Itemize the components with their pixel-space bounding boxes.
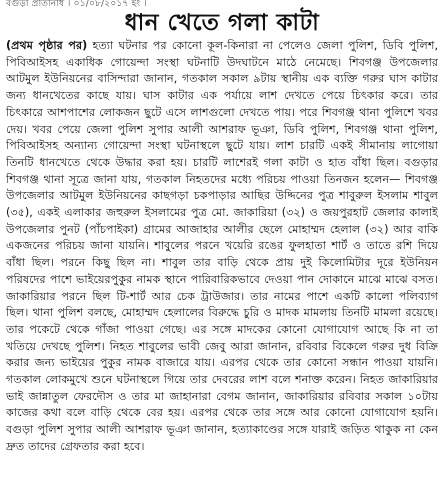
continued-from-label: (প্রথম পৃষ্ঠার পর)	[6, 39, 88, 52]
article-paragraph	[6, 38, 438, 456]
article-text: হত্যা ঘটনার পর কোনো কূল-কিনারা না পেলেও জেলা পুলিশ, ডিবি পুলিশ, পিবিআইসহ একাধিক গোয়েন্দা সংস্থা ঘটনাটি উদঘাটনে মাঠে নেমেছে। শিবগঞ্জ উপজেলার আটমুল ইউনিয়নের বাসিন্দারা জানান, গতকাল সকাল ৯টায় স্থানীয় এক ব্যক্তি গরুর ঘাস কাটার জন্য ধানখেতের কাছে যায়। ঘাস কাটার এক পর্যায়ে লাশ দেখতে পেয়ে চিৎকার করে। তার চিৎকারে আশপাশের লোকজন ছুটে এসে লাশগুলো দেখতে পায়। পরে শিবগঞ্জ থানা পুলিশে খবর দেয়। খবর পেয়ে জেলা পুলিশ সুপার আলী আশরাফ ভূঞা, ডিবি পুলিশ, শিবগঞ্জ থানা পুলিশ, পিবিআইসহ অন্যান্য গোয়েন্দা সংস্থা ঘটনাস্থলে ছুটে যায়। লাশ চারটি একই সীমানায় লাগোয়া তিনটি ধানখেতে থেকে উদ্ধার করা হয়। চারটি লাশেরই গলা কাটা ও হাত বাঁধা ছিল। বগুড়ার শিবগঞ্জ থানা সূত্রে জানা যায়, গতকাল নিহতদের মধ্যে পরিচয় পাওয়া তিনজন হলেন— শিবগঞ্জ উপজেলার আটমুল ইউনিয়নের কাছগড়া চকপাড়ার আছির উদ্দিনের পুত্র শাবুরুল ইসলাম শাবুল (৩৫), একই এলাকার জহুরুল ইসলামের পুত্র মো. জাকারিয়া (৩২) ও জয়পুরহাট জেলার কালাই উপজেলার পুনট (পাঁচপাইকা) গ্রামের আজাহার আলীর ছেলে মোহাম্মদ হেলাল (৩২) আর বাকি একজনের পরিচয় জানা যায়নি। শাবুলের পরনে খয়েরি রঙের ফুলহাতা শার্ট ও তাতে রশি দিয়ে বাঁধা ছিল। পরনে কিছু ছিল না। শাবুল তার বাড়ি থেকে প্রায় দুই কিলোমিটার দূরে ইউনিয়ন পরিষদের পাশে ভাইয়েরপুকুর নামক স্থানে পারিবারিকভাবে দেওয়া পান দোকানে মাঝে মাঝে বসত। জাকারিয়ার পরনে ছিল টি-শার্ট আর চেক ট্রাউজার। তার নামের পাশে একটি কালো পলিব্যাগ ছিল। থানা পুলিশ বলছে, মোহাম্মদ হেলালের বিরুদ্ধে চুরি ও মাদক মামলায় তিনটি মামলা রয়েছে। তার পকেটে থেকে গাঁজা পাওয়া গেছে। এর সঙ্গে মাদকের কোনো যোগাযোগ আছে কি না তা খতিয়ে দেখছে পুলিশ। নিহত শাবুলের ভাবী জেবু আরা জানান, রবিবার বিকেলে গরুর দুধ বিক্রি করার জন্য ভাইয়ের পুকুর নামক বাজারে যায়। এরপর থেকে তার কোনো সন্ধান পাওয়া যায়নি। গতকাল লোকমুখে শুনে ঘটনাস্থলে গিয়ে তার দেবরের লাশ বলে শনাক্ত করেন। নিহত জাকারিয়ার ভাই জান্নাতুল ফেরদৌস ও তার মা জাহানারা বেগম জানান, জাকারিয়ার রবিবার সকাল ১০টায় কাজের কথা বলে বাড়ি থেকে বের হয়। এরপর থেকে তার সঙ্গে আর কোনো যোগাযোগ হয়নি। বগুড়া পুলিশ সুপার আলী আশরাফ ভূঞা জানান, হত্যাকাণ্ডের সঙ্গে যারাই জড়িত থাকুক না কেন দ্রুত তাদের গ্রেফতার করা হবে।	[6, 39, 438, 453]
top-cut-text: বগুড়া প্রতিনিধি । ০১/০৮/২০১৭ ইং ।	[6, 0, 147, 9]
article-headline: ধান খেতে গলা কাটা	[124, 10, 320, 36]
article-body	[6, 38, 438, 456]
